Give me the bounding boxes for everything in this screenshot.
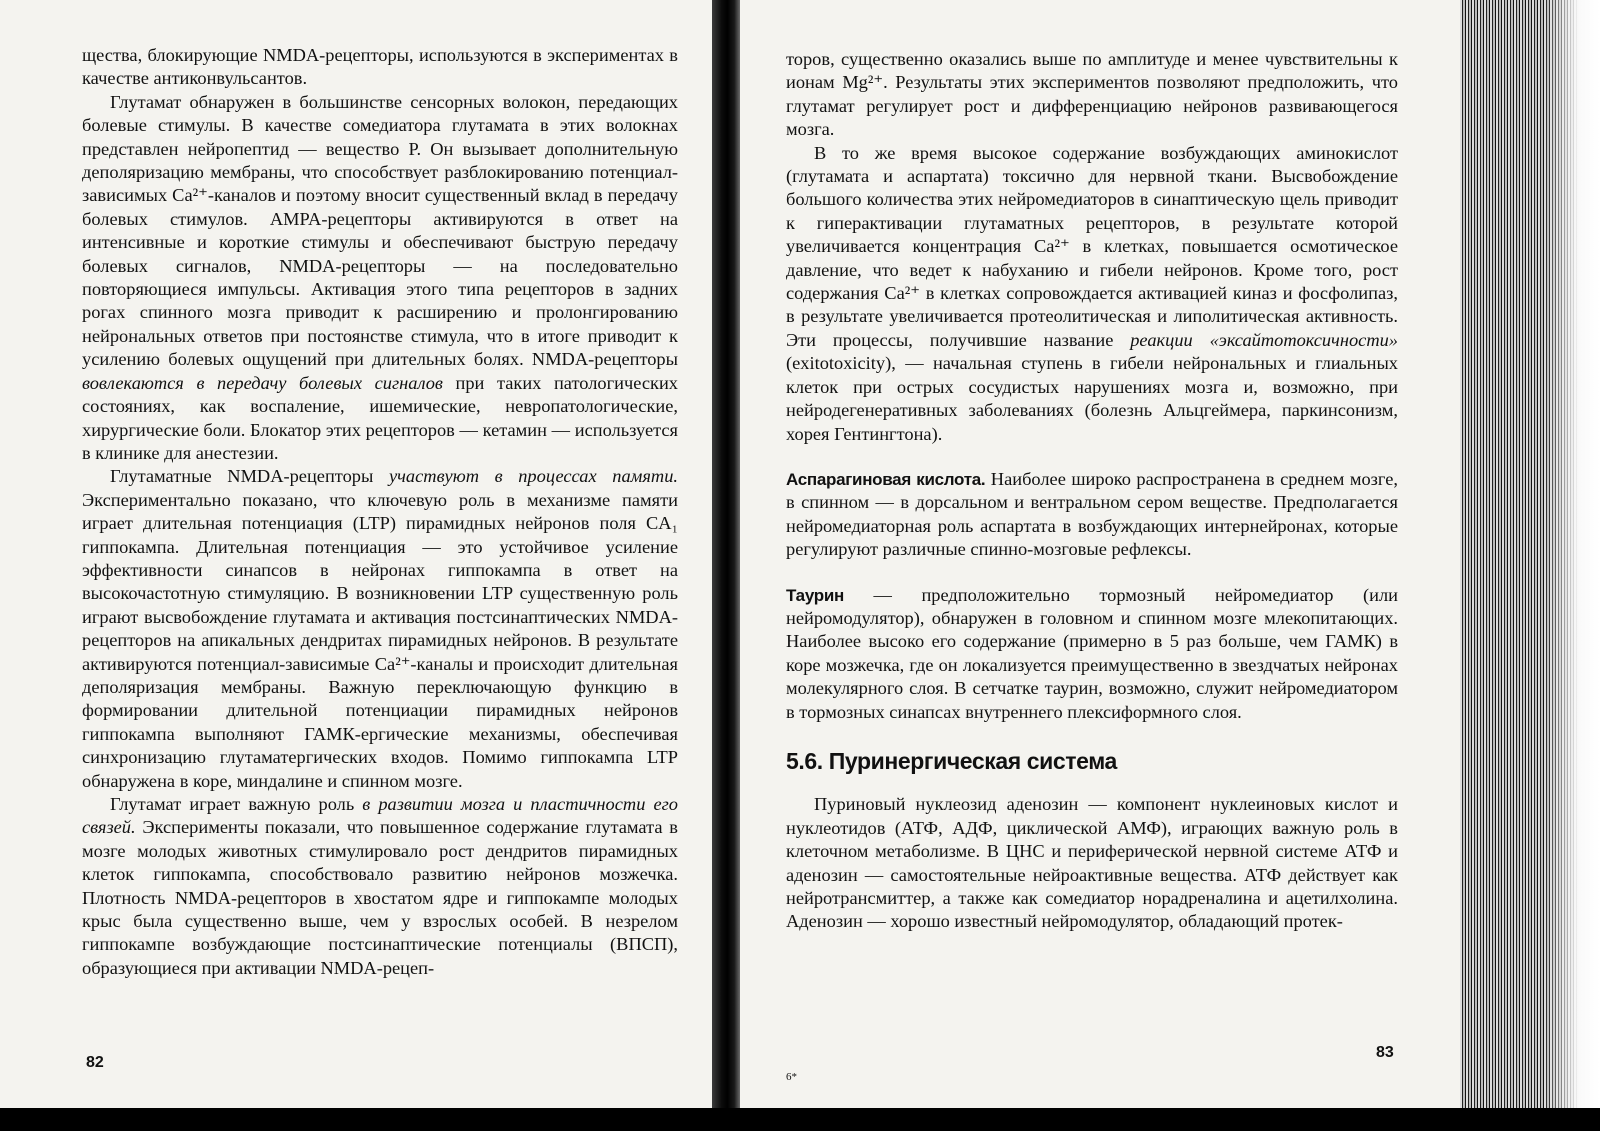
italic-phrase: реакции «эксайтотоксичности» [1130,329,1398,350]
left-text-column [82,44,678,980]
text-run: Глутамат обнаружен в большинстве сенсорных волокон, передающих болевые стимулы. В качестве сомедиатора глутамата в этих волокнах представлен нейропептид — вещество Р. Он вызывает дополнительную деполяризацию мембраны, что способствует разблокированию потенциал-зависимых Ca²⁺-каналов и поэтому вносит существенный вклад в передачу болевых стимулов. AMPA-рецепторы активируются в ответ на интенсивные и короткие стимулы и обеспечивают быструю передачу болевых сигналов, NMDA-рецепторы — на последовательно повторяющиеся импульсы. Активация этого типа рецепторов в задних рогах спинного мозга приводит к расширению и пролонгированию нейрональных ответов при постоянстве стимула, что в итоге приводит к усилению болевых ощущений при длительных болях. NMDA-рецепторы [82,91,678,370]
text-run: В то же время высокое содержание возбуждающих аминокислот (глутамата и аспартата) токсично для нервной ткани. Высвобождение большого количества этих нейромедиаторов в синаптическую щель приводит к гиперактивации глутаматных рецепторов, в результате которой увеличивается концентрация Ca²⁺ в клетках, повышается осмотическое давление, что ведет к набуханию и гибели нейронов. Кроме того, рост содержания Ca²⁺ в клетках сопровождается активацией киназ и фосфолипаз, в результате увеличивается протеолитическая и липолитическая активность. Эти процессы, получившие название [786,142,1398,350]
italic-phrase: в развитии мозга и пластичности его связей. [82,794,678,838]
page-edges [1460,0,1600,1108]
left-body-paragraph [82,44,678,91]
text-run: Глутаматные NMDA-рецепторы [110,466,389,487]
italic-phrase: вовлекаются в передачу болевых сигналов [82,372,443,393]
scan-bottom-band [0,1108,1600,1131]
right-body-paragraphs [786,48,1398,446]
page-number-left: 82 [86,1054,104,1071]
right-body-paragraph [786,142,1398,446]
book-gutter [712,0,740,1108]
text-run: Эксперименты показали, что повышенное содержание глутамата в мозге молодых животных стимулировало рост дендритов пирамидных клеток гиппокампа, способствовало развитию нейронов мозжечка. Плотность NMDA-рецепторов в хвостатом ядре и гиппокампе молодых крыс была существенно выше, чем у взрослых особей. В незрелом гиппокампе возбуждающие постсинаптические потенциалы (ВПСП), образующиеся при активации NMDA-рецеп- [82,817,678,978]
text-run: при таких патологических состояниях, как воспаление, ишемические, невропатологические, хирургические боли. Блокатор этих рецепторов — кетамин — используется в клинике для анестезии. [82,372,678,463]
left-body-paragraph [82,91,678,466]
left-page [0,0,712,1108]
right-body-paragraph [786,48,1398,142]
section-heading: 5.6. Пуринергическая система [786,747,1117,774]
right-text-column [786,48,1398,934]
page-number-right: 83 [1376,1044,1394,1061]
italic-phrase: участвуют в процессах памяти. [389,466,678,487]
aspartate-paragraph [786,468,1398,562]
right-page [740,0,1460,1108]
text-run: Глутамат играет важную роль [110,794,363,814]
taurine-paragraph [786,584,1398,724]
left-body-paragraph [82,465,678,793]
text-run: щества, блокирующие NMDA-рецепторы, используются в экспериментах в качестве антиконвульсантов. [82,45,678,89]
signature-mark: 6* [786,1071,797,1083]
text-run: Экспериментально показано, что ключевую роль в механизме памяти играет длительная потенциация (LTP) пирамидных нейронов поля CA₁ гиппокампа. Длительная потенциация — это устойчивое усиление эффективности синапсов в нейронах гиппокампа в ответ на высокочастотную стимуляцию. В возникновении LTP существенную роль играют высвобождение глутамата и активация постсинаптических NMDA-рецепторов на апикальных дендритах пирамидных нейронов. В результате активируются потенциал-зависимые Ca²⁺-каналы и происходит длительная деполяризация мембраны. Важную переключающую функцию в формировании длительной потенциации пирамидных нейронов гиппокампа выполняют ГАМК-ергические механизмы, обеспечивая синхронизацию глутаматергических входов. Помимо гиппокампа LTP обнаружена в коре, миндалине и спинном мозге. [82,489,678,791]
aspartate-term: Аспарагиновая кислота. [786,469,986,489]
aspartate-text: Наиболее широко распространена в среднем мозге, в спинном — в дорсальном и вентральном сером веществе. Предполагается нейромедиаторная роль аспартата в возбуждающих интернейронах, которые регулируют различные спинно-мозговые рефлексы. [786,468,1398,560]
taurine-text: — предположительно тормозный нейромедиатор (или нейромодулятор), обнаружен в головном и спинном мозге млекопитающих. Наиболее высоко его содержание (примерно в 5 раз больше, чем ГАМК) в коре мозжечка, где он локализуется преимущественно в звездчатых нейронах молекулярного слоя. В сетчатке таурин, возможно, служит нейромедиатором в тормозных синапсах внутреннего плексиформного слоя. [786,584,1398,722]
text-run: торов, существенно оказались выше по амплитуде и менее чувствительны к ионам Mg²⁺. Результаты этих экспериментов позволяют предположить, что глутамат регулирует рост и дифференциацию нейронов развивающегося мозга. [786,49,1398,140]
text-run: (exitotoxicity), — начальная ступень в гибели нейрональных и глиальных клеток при острых сосудистых нарушениях мозга и, возможно, при нейродегенеративных заболеваниях (болезнь Альцгеймера, паркинсонизм, хорея Гентингтона). [786,353,1398,444]
taurine-term: Таурин [786,585,844,605]
purine-paragraph: Пуриновый нуклеозид аденозин — компонент нуклеиновых кислот и нуклеотидов (АТФ, АДФ, циклической АМФ), играющих важную роль в клеточном метаболизме. В ЦНС и периферической нервной системе АТФ и аденозин — самостоятельные нейроактивные вещества. АТФ действует как нейротрансмиттер, а также как сомедиатор норадреналина и ацетилхолина. Аденозин — хорошо известный нейромодулятор, обладающий протек- [786,794,1398,932]
left-body-paragraph [82,793,678,980]
